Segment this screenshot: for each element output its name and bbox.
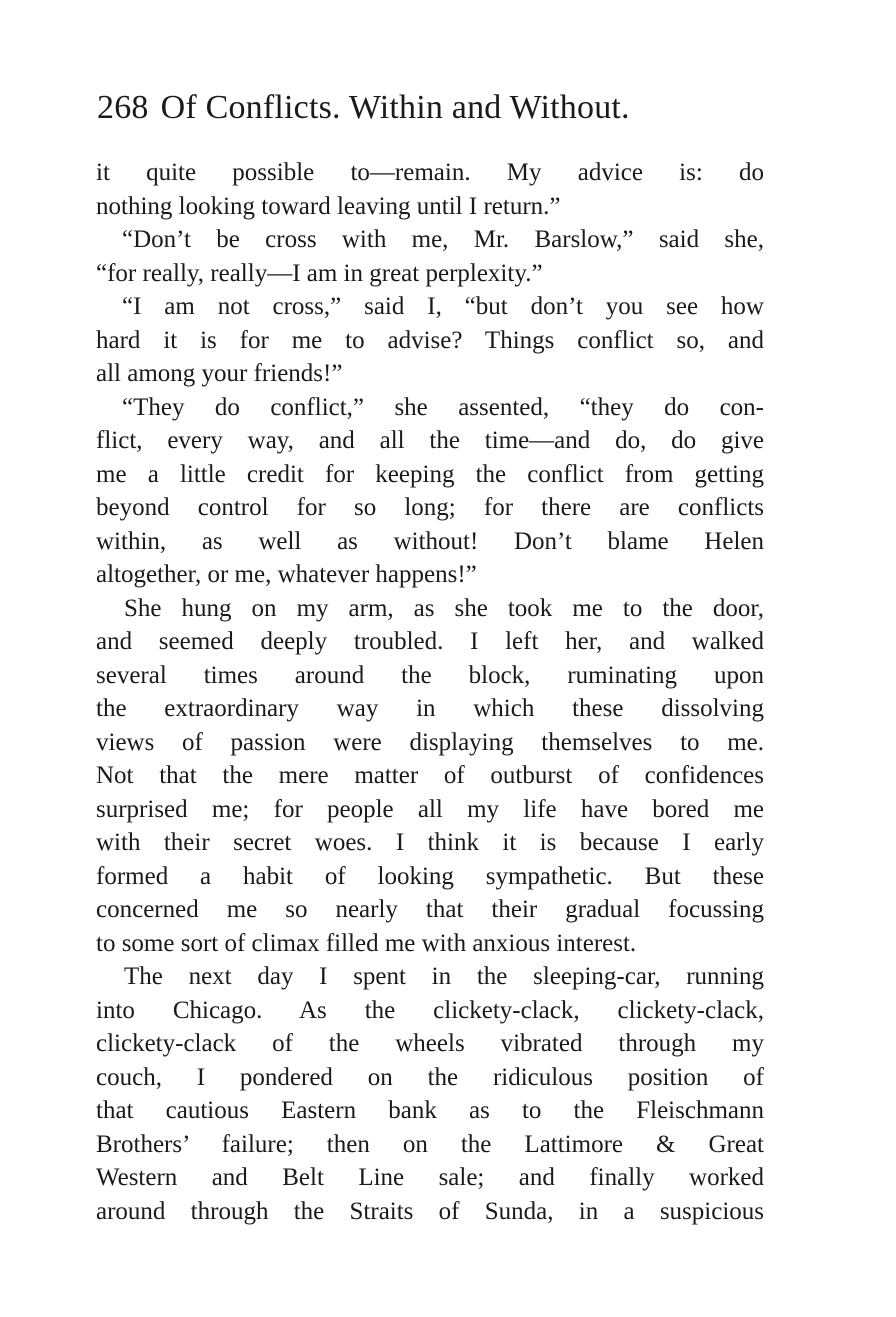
text-line: She hung on my arm, as she took me to the door,	[124, 594, 764, 622]
text-line: all among your friends!”	[96, 360, 343, 387]
text-line: surprised me; for people all my life have bored me	[96, 795, 764, 823]
text-line: nothing looking toward leaving until I return.”	[96, 192, 561, 220]
text-line: several times around the block, ruminating upon	[96, 661, 764, 689]
text-line: clickety-clack of the wheels vibrated through my	[96, 1030, 764, 1057]
text-line: the extraordinary way in which these dissolving	[96, 695, 764, 722]
text-line: The next day I spent in the sleeping-car, running	[124, 963, 764, 990]
page-number: 268	[97, 89, 149, 126]
text-line: Not that the mere matter of outburst of confidences	[96, 762, 764, 789]
text-line: “Don’t be cross with me, Mr. Barslow,” said she,	[122, 226, 764, 253]
text-line: within, as well as without! Don’t blame Helen	[96, 527, 764, 555]
text-line: Brothers’ failure; then on the Lattimore & Great	[96, 1130, 764, 1158]
text-line: “They do conflict,” she assented, “they do con-	[122, 393, 764, 421]
running-header	[97, 86, 777, 130]
body-text	[96, 156, 764, 1228]
text-line: “I am not cross,” said I, “but don’t you see how	[122, 293, 764, 320]
text-line: concerned me so nearly that their gradual focussing	[96, 896, 764, 923]
text-line: altogether, or me, whatever happens!”	[96, 561, 477, 588]
text-line: with their secret woes. I think it is because I early	[96, 829, 764, 856]
text-line: into Chicago. As the clickety-clack, clickety-clack,	[96, 996, 764, 1024]
text-line: to some sort of climax filled me with anxious interest.	[96, 929, 637, 957]
text-line: that cautious Eastern bank as to the Fleischmann	[96, 1097, 764, 1124]
text-line: formed a habit of looking sympathetic. But these	[96, 862, 764, 890]
text-line: Western and Belt Line sale; and finally worked	[96, 1164, 764, 1191]
text-line: me a little credit for keeping the conflict from getting	[96, 460, 764, 488]
text-line: “for really, really—I am in great perplexity.”	[96, 259, 543, 287]
text-line: around through the Straits of Sunda, in a suspicious	[96, 1197, 764, 1225]
text-line: and seemed deeply troubled. I left her, and walked	[96, 628, 764, 655]
text-line: views of passion were displaying themselves to me.	[96, 728, 764, 756]
running-title: Of Conflicts. Within and Without.	[160, 89, 630, 126]
text-line: flict, every way, and all the time—and do, do give	[96, 427, 764, 454]
text-line: beyond control for so long; for there are conflicts	[96, 494, 764, 521]
text-line: it quite possible to—remain. My advice is: do	[96, 159, 764, 186]
text-line: hard it is for me to advise? Things conflict so, and	[96, 326, 764, 354]
text-line: couch, I pondered on the ridiculous position of	[96, 1063, 764, 1091]
